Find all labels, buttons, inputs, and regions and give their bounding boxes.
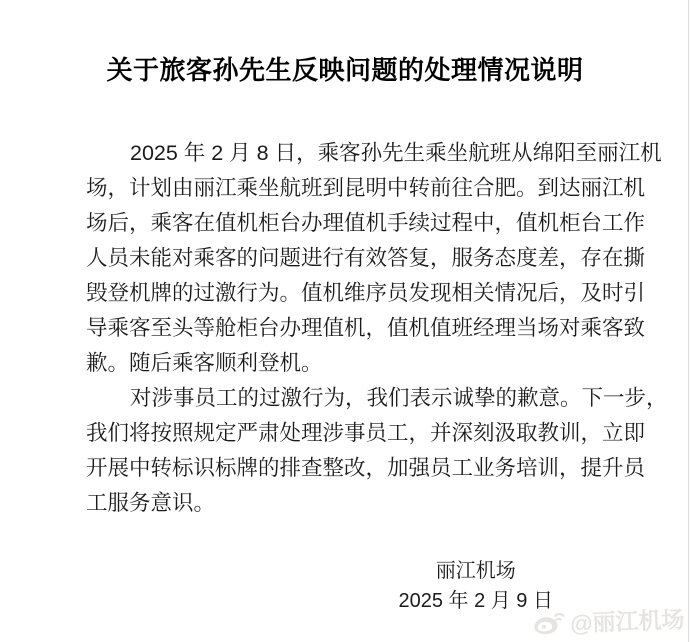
body-line: 对涉事员工的过激行为，我们表示诚挚的歉意。下一步， [130,386,668,410]
watermark [531,601,684,639]
signature-date: 2025 年 2 月 9 日 [398,590,553,612]
document-body [86,136,668,521]
body-line: 工服务意识。 [86,491,216,515]
body-line: 开展中转标识标牌的排查整改，加强员工业务培训，提升员 [86,456,646,480]
watermark-text: @丽江机场 [569,606,685,637]
body-line: 毁登机牌的过激行为。值机维序员发现相关情况后，及时引 [86,281,646,305]
body-line: 2025 年 2 月 8 日，乘客孙先生乘坐航班从绵阳至丽江机 [130,141,662,165]
body-line: 场后，乘客在值机柜台办理值机手续过程中，值机柜台工作 [86,211,646,235]
signature-block [398,558,553,614]
page-title: 关于旅客孙先生反映问题的处理情况说明 [106,56,584,86]
body-line: 人员未能对乘客的问题进行有效答复，服务态度差，存在撕 [86,246,646,270]
body-line: 我们将按照规定严肃处理涉事员工，并深刻汲取教训，立即 [86,421,646,445]
page-edge-line [688,0,689,642]
weibo-icon [531,608,566,636]
body-line: 歉。随后乘客顺利登机。 [86,351,323,375]
body-line: 场，计划由丽江乘坐航班到昆明中转前往合肥。到达丽江机 [86,176,646,200]
body-line: 导乘客至头等舱柜台办理值机，值机值班经理当场对乘客致 [86,316,646,340]
signature: 丽江机场 [435,560,516,582]
